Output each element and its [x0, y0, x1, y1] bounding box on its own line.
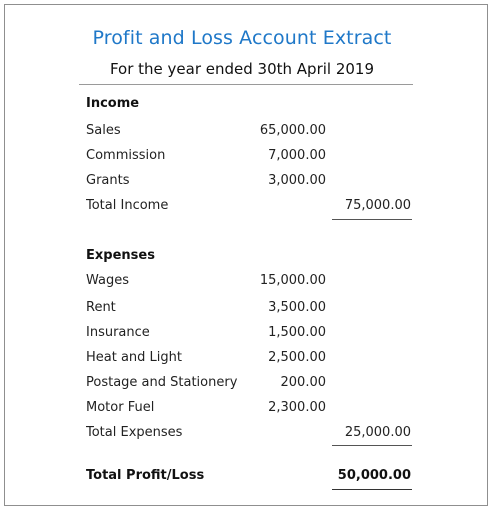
total-income-value: 75,000.00: [344, 198, 411, 213]
income-heading: Income: [86, 96, 140, 111]
total-expenses-underline: [332, 445, 412, 446]
expense-amount: 200.00: [280, 375, 326, 390]
expense-amount: 3,500.00: [268, 300, 326, 315]
expense-row-rent: [86, 300, 416, 318]
expenses-heading: Expenses: [86, 248, 155, 263]
total-income-label: Total Income: [86, 198, 169, 213]
expense-label: Wages: [86, 273, 130, 288]
income-amount: 7,000.00: [268, 148, 326, 163]
expense-amount: 15,000.00: [259, 273, 326, 288]
income-label: Sales: [86, 123, 121, 138]
profit-underline: [332, 489, 412, 490]
expense-label: Insurance: [86, 325, 150, 340]
header-divider: [79, 84, 413, 85]
expense-amount: 2,300.00: [268, 400, 326, 415]
expense-label: Heat and Light: [86, 350, 183, 365]
profit-row: [86, 468, 416, 486]
total-expenses-value: 25,000.00: [344, 425, 411, 440]
income-row-commission: [86, 148, 416, 166]
expense-row-insurance: [86, 325, 416, 343]
income-amount: 3,000.00: [268, 173, 326, 188]
income-label: Grants: [86, 173, 130, 188]
statement-subtitle: For the year ended 30th April 2019: [109, 60, 375, 78]
total-expenses-row: [86, 425, 416, 443]
expense-row-heat-light: [86, 350, 416, 368]
expense-amount: 1,500.00: [268, 325, 326, 340]
total-expenses-label: Total Expenses: [86, 425, 183, 440]
expense-amount: 2,500.00: [268, 350, 326, 365]
expense-row-wages: [86, 273, 416, 291]
expense-label: Motor Fuel: [86, 400, 155, 415]
income-label: Commission: [86, 148, 166, 163]
expense-row-postage: [86, 375, 416, 393]
income-amount: 65,000.00: [259, 123, 326, 138]
expense-label: Postage and Stationery: [86, 375, 238, 390]
income-row-sales: [86, 123, 416, 141]
profit-label: Total Profit/Loss: [86, 468, 205, 483]
income-row-grants: [86, 173, 416, 191]
expense-row-motor-fuel: [86, 400, 416, 418]
statement-title: Profit and Loss Account Extract: [92, 27, 392, 49]
expense-label: Rent: [86, 300, 116, 315]
total-income-row: [86, 198, 416, 216]
total-income-underline: [332, 219, 412, 220]
profit-value: 50,000.00: [337, 468, 411, 483]
